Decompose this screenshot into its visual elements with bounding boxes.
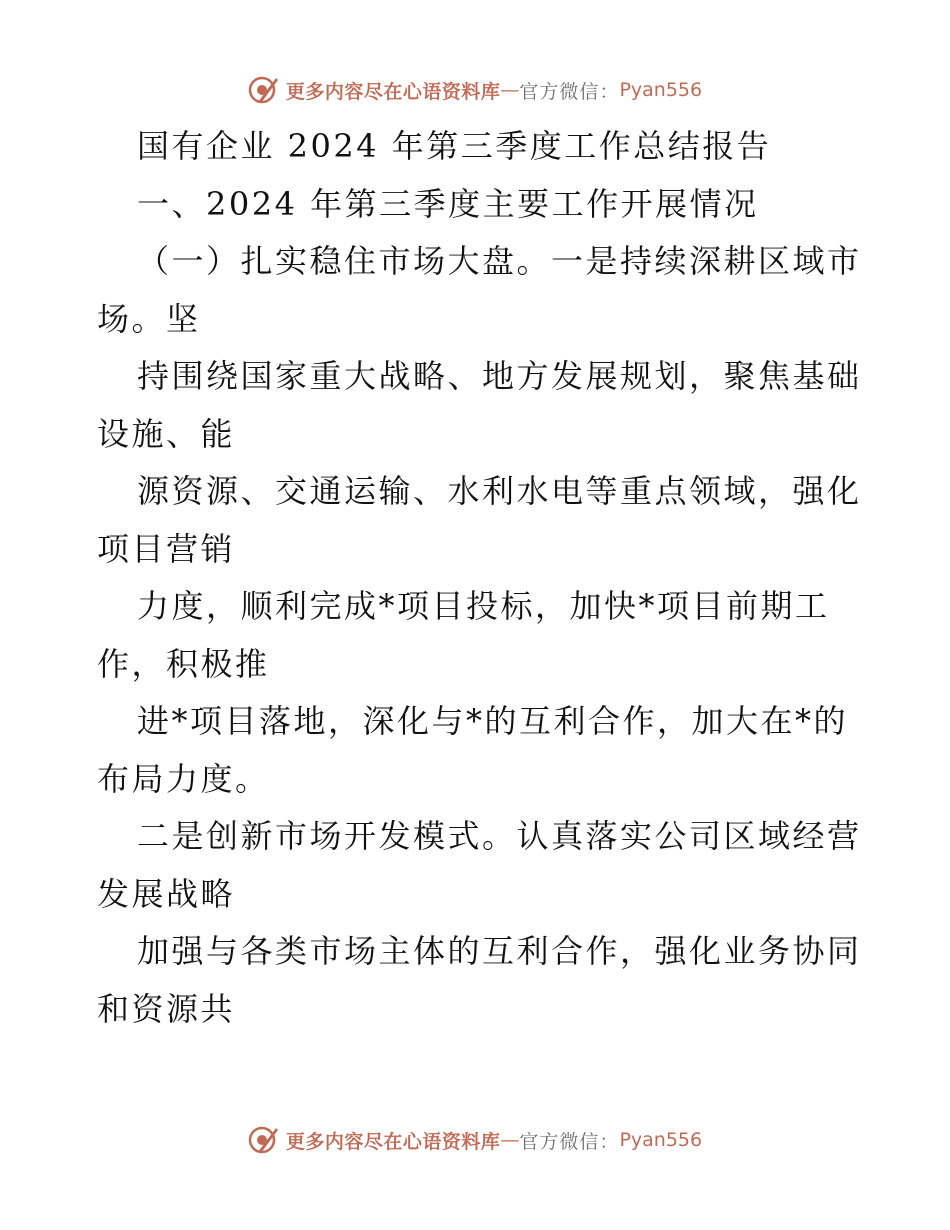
header-watermark [0, 68, 950, 112]
section-heading: 一、2024 年第三季度主要工作开展情况 [137, 184, 759, 223]
quill-logo-icon [248, 1124, 280, 1156]
paragraph-line: 进*项目落地，深化与*的互利合作，加大在*的 [137, 702, 849, 740]
watermark-main-text: 更多内容尽在心语资料库 [285, 1130, 501, 1153]
watermark-dash: — [500, 1129, 520, 1151]
paragraph-line: 力度，顺利完成*项目投标，加快*项目前期工 [137, 587, 830, 625]
watermark-main-text: 更多内容尽在心语资料库 [285, 80, 501, 103]
paragraph-line: 加强与各类市场主体的互利合作，强化业务协同 [137, 932, 862, 970]
paragraph-line: 项目营销 [97, 529, 236, 568]
paragraph-line: 和资源共 [97, 989, 236, 1028]
paragraph-line: 持围绕国家重大战略、地方发展规划，聚焦基础 [137, 357, 862, 395]
quill-logo-icon [248, 74, 280, 106]
paragraph-line: 源资源、交通运输、水利水电等重点领域，强化 [137, 472, 862, 510]
paragraph-line: 二是创新市场开发模式。认真落实公司区域经营 [137, 817, 862, 855]
paragraph-line: 发展战略 [97, 874, 236, 913]
paragraph-line: 作，积极推 [97, 644, 270, 683]
paragraph-line: （一）扎实稳住市场大盘。一是持续深耕区域市 [137, 242, 862, 280]
footer-watermark [0, 1118, 950, 1162]
watermark-wechat-id: Pyan556 [619, 1129, 703, 1151]
watermark-sub-text: 官方微信： [519, 80, 620, 103]
document-body [97, 118, 862, 1038]
document-title: 国有企业 2024 年第三季度工作总结报告 [137, 127, 772, 165]
paragraph-line: 布局力度。 [97, 759, 270, 798]
paragraph-line: 设施、能 [97, 414, 236, 453]
watermark-sub-text: 官方微信： [519, 1130, 620, 1153]
paragraph-line: 场。坚 [97, 299, 201, 338]
watermark-dash: — [500, 79, 520, 101]
watermark-wechat-id: Pyan556 [619, 79, 703, 101]
